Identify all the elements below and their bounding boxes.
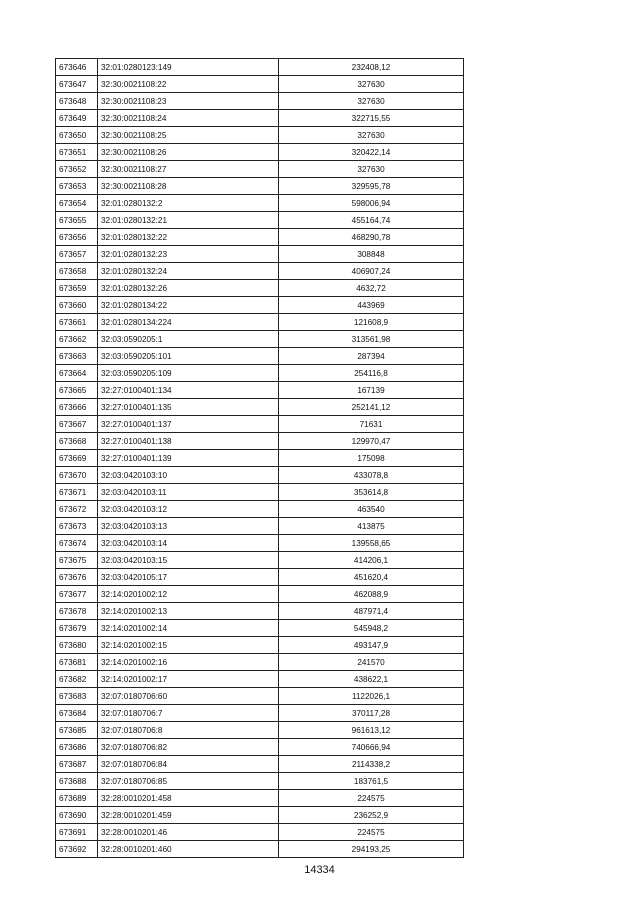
row-id-cell: 673690: [56, 807, 98, 824]
table-row: [56, 620, 464, 637]
row-id-cell: 673665: [56, 382, 98, 399]
row-id-cell: 673677: [56, 586, 98, 603]
table-row: [56, 773, 464, 790]
value-cell: 433078,8: [279, 467, 464, 484]
row-id-cell: 673655: [56, 212, 98, 229]
cadastral-number-cell: 32:03:0590205:101: [98, 348, 279, 365]
cadastral-number-cell: 32:28:0010201:46: [98, 824, 279, 841]
cadastral-number-cell: 32:03:0420103:11: [98, 484, 279, 501]
table-row: [56, 229, 464, 246]
value-cell: 353614,8: [279, 484, 464, 501]
table-row: [56, 552, 464, 569]
cadastral-number-cell: 32:03:0420103:12: [98, 501, 279, 518]
table-row: [56, 484, 464, 501]
value-cell: 121608,9: [279, 314, 464, 331]
table-row: [56, 297, 464, 314]
row-id-cell: 673678: [56, 603, 98, 620]
value-cell: 322715,55: [279, 110, 464, 127]
table-row: [56, 161, 464, 178]
table-row: [56, 688, 464, 705]
value-cell: 294193,25: [279, 841, 464, 858]
cadastral-number-cell: 32:01:0280132:24: [98, 263, 279, 280]
table-row: [56, 586, 464, 603]
value-cell: 598006,94: [279, 195, 464, 212]
row-id-cell: 673687: [56, 756, 98, 773]
cadastral-number-cell: 32:07:0180706:85: [98, 773, 279, 790]
table-row: [56, 280, 464, 297]
cadastral-number-cell: 32:03:0420103:14: [98, 535, 279, 552]
value-cell: 241570: [279, 654, 464, 671]
cadastral-number-cell: 32:01:0280132:2: [98, 195, 279, 212]
table-row: [56, 518, 464, 535]
cadastral-number-cell: 32:28:0010201:458: [98, 790, 279, 807]
cadastral-number-cell: 32:01:0280132:21: [98, 212, 279, 229]
page-number: 14334: [304, 864, 335, 876]
value-cell: 468290,78: [279, 229, 464, 246]
row-id-cell: 673674: [56, 535, 98, 552]
table-body: [56, 59, 464, 858]
value-cell: 370117,28: [279, 705, 464, 722]
cadastral-number-cell: 32:30:0021108:24: [98, 110, 279, 127]
cadastral-number-cell: 32:01:0280134:224: [98, 314, 279, 331]
cadastral-number-cell: 32:14:0201002:12: [98, 586, 279, 603]
cadastral-number-cell: 32:14:0201002:15: [98, 637, 279, 654]
value-cell: 183761,5: [279, 773, 464, 790]
row-id-cell: 673666: [56, 399, 98, 416]
row-id-cell: 673673: [56, 518, 98, 535]
table-row: [56, 246, 464, 263]
row-id-cell: 673663: [56, 348, 98, 365]
value-cell: 129970,47: [279, 433, 464, 450]
cadastral-number-cell: 32:27:0100401:139: [98, 450, 279, 467]
value-cell: 327630: [279, 127, 464, 144]
cadastral-number-cell: 32:03:0420103:10: [98, 467, 279, 484]
row-id-cell: 673681: [56, 654, 98, 671]
row-id-cell: 673686: [56, 739, 98, 756]
table-row: [56, 178, 464, 195]
value-cell: 413875: [279, 518, 464, 535]
value-cell: 463540: [279, 501, 464, 518]
row-id-cell: 673662: [56, 331, 98, 348]
cadastral-number-cell: 32:30:0021108:26: [98, 144, 279, 161]
row-id-cell: 673650: [56, 127, 98, 144]
cadastral-number-cell: 32:30:0021108:27: [98, 161, 279, 178]
cadastral-number-cell: 32:30:0021108:28: [98, 178, 279, 195]
row-id-cell: 673675: [56, 552, 98, 569]
table-row: [56, 467, 464, 484]
table-row: [56, 263, 464, 280]
cadastral-number-cell: 32:27:0100401:135: [98, 399, 279, 416]
row-id-cell: 673652: [56, 161, 98, 178]
table-row: [56, 790, 464, 807]
row-id-cell: 673667: [56, 416, 98, 433]
row-id-cell: 673651: [56, 144, 98, 161]
cadastral-number-cell: 32:07:0180706:82: [98, 739, 279, 756]
row-id-cell: 673669: [56, 450, 98, 467]
cadastral-number-cell: 32:07:0180706:7: [98, 705, 279, 722]
value-cell: 329595,78: [279, 178, 464, 195]
table-row: [56, 756, 464, 773]
cadastral-number-cell: 32:07:0180706:8: [98, 722, 279, 739]
row-id-cell: 673668: [56, 433, 98, 450]
row-id-cell: 673664: [56, 365, 98, 382]
value-cell: 236252,9: [279, 807, 464, 824]
table-row: [56, 722, 464, 739]
row-id-cell: 673682: [56, 671, 98, 688]
row-id-cell: 673672: [56, 501, 98, 518]
value-cell: 4632,72: [279, 280, 464, 297]
table-row: [56, 399, 464, 416]
cadastral-number-cell: 32:14:0201002:13: [98, 603, 279, 620]
cadastral-number-cell: 32:27:0100401:134: [98, 382, 279, 399]
cadastral-number-cell: 32:03:0420105:17: [98, 569, 279, 586]
value-cell: 252141,12: [279, 399, 464, 416]
row-id-cell: 673654: [56, 195, 98, 212]
cadastral-number-cell: 32:03:0420103:15: [98, 552, 279, 569]
value-cell: 175098: [279, 450, 464, 467]
value-cell: 139558,65: [279, 535, 464, 552]
row-id-cell: 673692: [56, 841, 98, 858]
table-row: [56, 450, 464, 467]
value-cell: 308848: [279, 246, 464, 263]
row-id-cell: 673670: [56, 467, 98, 484]
table-row: [56, 824, 464, 841]
cadastral-number-cell: 32:28:0010201:460: [98, 841, 279, 858]
cadastral-number-cell: 32:01:0280132:26: [98, 280, 279, 297]
cadastral-number-cell: 32:30:0021108:23: [98, 93, 279, 110]
row-id-cell: 673648: [56, 93, 98, 110]
value-cell: 327630: [279, 93, 464, 110]
row-id-cell: 673646: [56, 59, 98, 76]
value-cell: 224575: [279, 824, 464, 841]
table-row: [56, 382, 464, 399]
row-id-cell: 673689: [56, 790, 98, 807]
value-cell: 2114338,2: [279, 756, 464, 773]
value-cell: 545948,2: [279, 620, 464, 637]
cadastral-number-cell: 32:07:0180706:60: [98, 688, 279, 705]
value-cell: 327630: [279, 76, 464, 93]
table-row: [56, 637, 464, 654]
row-id-cell: 673656: [56, 229, 98, 246]
value-cell: 740666,94: [279, 739, 464, 756]
table-row: [56, 144, 464, 161]
cadastral-number-cell: 32:07:0180706:84: [98, 756, 279, 773]
row-id-cell: 673653: [56, 178, 98, 195]
table-row: [56, 314, 464, 331]
row-id-cell: 673683: [56, 688, 98, 705]
value-cell: 462088,9: [279, 586, 464, 603]
value-cell: 287394: [279, 348, 464, 365]
table-row: [56, 59, 464, 76]
row-id-cell: 673649: [56, 110, 98, 127]
value-cell: 1122026,1: [279, 688, 464, 705]
table-row: [56, 739, 464, 756]
row-id-cell: 673671: [56, 484, 98, 501]
table-row: [56, 348, 464, 365]
cadastral-number-cell: 32:01:0280132:22: [98, 229, 279, 246]
table-row: [56, 212, 464, 229]
cadastral-number-cell: 32:28:0010201:459: [98, 807, 279, 824]
table-row: [56, 671, 464, 688]
table-row: [56, 654, 464, 671]
row-id-cell: 673679: [56, 620, 98, 637]
value-cell: 232408,12: [279, 59, 464, 76]
row-id-cell: 673660: [56, 297, 98, 314]
table-row: [56, 569, 464, 586]
value-cell: 313561,98: [279, 331, 464, 348]
cadastral-number-cell: 32:30:0021108:25: [98, 127, 279, 144]
row-id-cell: 673685: [56, 722, 98, 739]
value-cell: 327630: [279, 161, 464, 178]
row-id-cell: 673691: [56, 824, 98, 841]
value-cell: 71631: [279, 416, 464, 433]
table-row: [56, 76, 464, 93]
row-id-cell: 673659: [56, 280, 98, 297]
row-id-cell: 673684: [56, 705, 98, 722]
table-row: [56, 807, 464, 824]
cadastral-number-cell: 32:27:0100401:138: [98, 433, 279, 450]
table-row: [56, 110, 464, 127]
cadastral-number-cell: 32:01:0280134:22: [98, 297, 279, 314]
value-cell: 443969: [279, 297, 464, 314]
row-id-cell: 673676: [56, 569, 98, 586]
value-cell: 961613,12: [279, 722, 464, 739]
cadastral-number-cell: 32:01:0280123:149: [98, 59, 279, 76]
table-row: [56, 365, 464, 382]
value-cell: 493147,9: [279, 637, 464, 654]
row-id-cell: 673647: [56, 76, 98, 93]
value-cell: 224575: [279, 790, 464, 807]
table-row: [56, 841, 464, 858]
cadastral-number-cell: 32:14:0201002:17: [98, 671, 279, 688]
value-cell: 406907,24: [279, 263, 464, 280]
table-row: [56, 127, 464, 144]
table-row: [56, 416, 464, 433]
table-row: [56, 535, 464, 552]
table-row: [56, 501, 464, 518]
cadastral-number-cell: 32:03:0420103:13: [98, 518, 279, 535]
value-cell: 451620,4: [279, 569, 464, 586]
value-cell: 320422,14: [279, 144, 464, 161]
cadastral-number-cell: 32:01:0280132:23: [98, 246, 279, 263]
value-cell: 254116,8: [279, 365, 464, 382]
row-id-cell: 673688: [56, 773, 98, 790]
cadastral-number-cell: 32:14:0201002:16: [98, 654, 279, 671]
table-row: [56, 331, 464, 348]
table-row: [56, 705, 464, 722]
row-id-cell: 673657: [56, 246, 98, 263]
row-id-cell: 673658: [56, 263, 98, 280]
value-cell: 414206,1: [279, 552, 464, 569]
cadastral-number-cell: 32:27:0100401:137: [98, 416, 279, 433]
table-row: [56, 433, 464, 450]
cadastral-number-cell: 32:03:0590205:1: [98, 331, 279, 348]
table-row: [56, 93, 464, 110]
cadastral-number-cell: 32:14:0201002:14: [98, 620, 279, 637]
value-cell: 455164,74: [279, 212, 464, 229]
row-id-cell: 673680: [56, 637, 98, 654]
table-row: [56, 603, 464, 620]
cadastral-number-cell: 32:30:0021108:22: [98, 76, 279, 93]
row-id-cell: 673661: [56, 314, 98, 331]
data-table: [55, 58, 464, 858]
value-cell: 487971,4: [279, 603, 464, 620]
table-row: [56, 195, 464, 212]
value-cell: 167139: [279, 382, 464, 399]
value-cell: 438622,1: [279, 671, 464, 688]
cadastral-number-cell: 32:03:0590205:109: [98, 365, 279, 382]
